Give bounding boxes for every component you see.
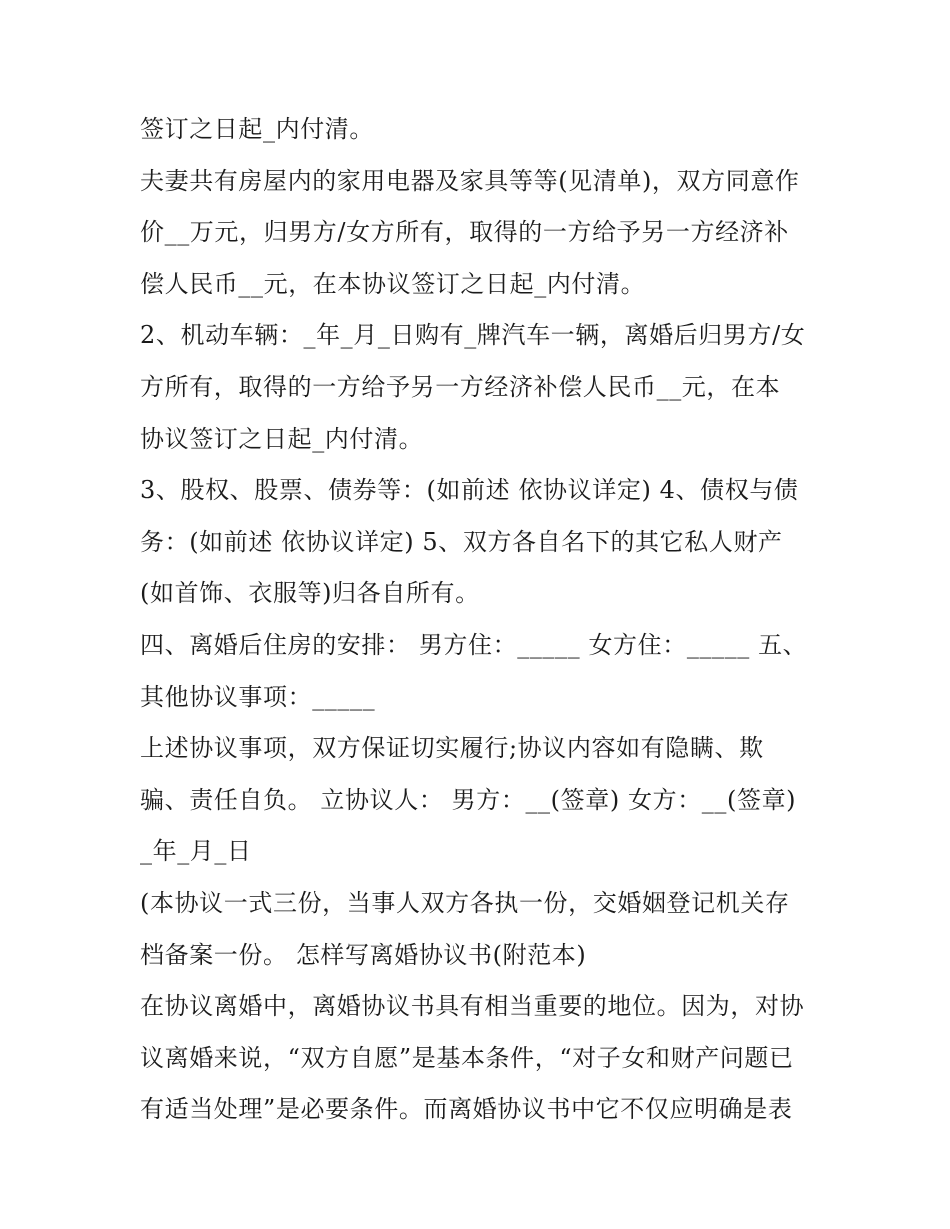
text-line: 档备案一份。 怎样写离婚协议书(附范本) xyxy=(140,940,587,969)
text-line: 方所有，取得的一方给予另一方经济补偿人民币__元，在本 xyxy=(140,372,781,401)
text-line: 骗、责任自负。 立协议人： 男方：__(签章) 女方：__(签章) xyxy=(140,785,797,814)
text-line: 议离婚来说，“双方自愿”是基本条件，“对子女和财产问题已 xyxy=(140,1043,794,1072)
text-line: 协议签订之日起_内付清。 xyxy=(140,424,424,453)
text-line: 四、离婚后住房的安排： 男方住：_____ 女方住：_____ 五、 xyxy=(140,630,808,659)
text-line: _年_月_日 xyxy=(140,837,252,866)
text-line: 上述协议事项，双方保证切实履行;协议内容如有隐瞒、欺 xyxy=(140,734,764,763)
text-line: 2、机动车辆：_年_月_日购有_牌汽车一辆，离婚后归男方/女 xyxy=(140,321,806,350)
text-line: 签订之日起_内付清。 xyxy=(140,115,374,143)
body-text xyxy=(140,104,820,1136)
text-line: 3、股权、股票、债券等：(如前述 依协议详定) 4、债权与债 xyxy=(140,476,799,505)
text-line: 夫妻共有房屋内的家用电器及家具等等(见清单)，双方同意作 xyxy=(140,166,800,195)
text-line: 偿人民币__元，在本协议签订之日起_内付清。 xyxy=(140,269,646,298)
text-line: 在协议离婚中，离婚协议书具有相当重要的地位。因为，对协 xyxy=(140,992,805,1021)
text-line: 其他协议事项：_____ xyxy=(140,682,376,711)
text-line: 务：(如前述 依协议详定) 5、双方各自名下的其它私人财产 xyxy=(140,527,783,556)
text-line: (如首饰、衣服等)归各自所有。 xyxy=(140,579,480,608)
text-line: 有适当处理”是必要条件。而离婚协议书中它不仅应明确是表 xyxy=(140,1095,793,1124)
text-line: 价__万元，归男方/女方所有，取得的一方给予另一方经济补 xyxy=(140,218,789,247)
text-line: (本协议一式三份，当事人双方各执一份，交婚姻登记机关存 xyxy=(140,888,790,917)
